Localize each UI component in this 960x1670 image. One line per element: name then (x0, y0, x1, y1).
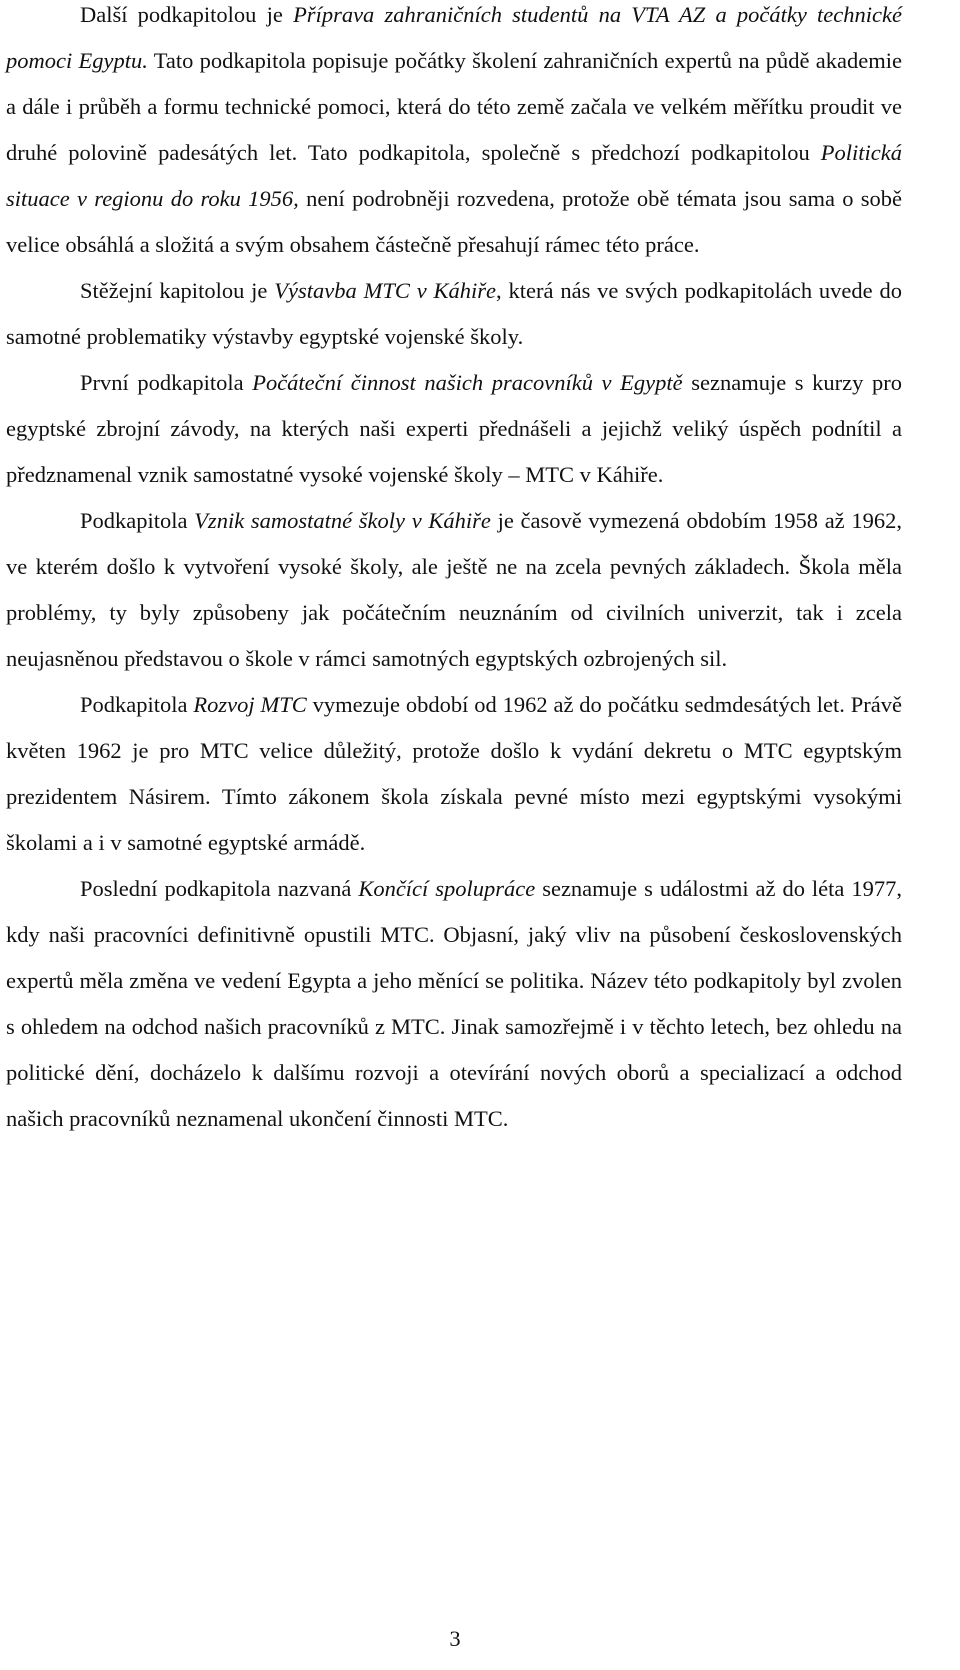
italic-title-run: Příprava zahraničních studentů na VTA AZ a počátky technické pomoci Egyptu. (6, 2, 902, 73)
text-run: je časově vymezená obdobím 1958 až 1962, ve kterém došlo k vytvoření vysoké školy, ale ještě ne na zcela pevných základech. Škola měla problémy, ty byly způsobeny jak počátečním neuznáním od civilních univerzit, tak i zcela neujasněnou představou o škole v rámci samotných egyptských ozbrojených sil. (6, 508, 902, 671)
text-run: Podkapitola (80, 692, 194, 717)
italic-title-run: Rozvoj MTC (193, 692, 307, 717)
text-run: Další podkapitolou je (80, 2, 294, 27)
paragraph (6, 682, 902, 866)
text-run: Tato podkapitola popisuje počátky školení zahraničních expertů na půdě akademie a dále i průběh a formu technické pomoci, která do této země začala ve velkém měřítku proudit ve druhé polovině padesátých let. Tato podkapitola, společně s předchozí podkapitolou (6, 48, 902, 165)
text-run: vymezuje období od 1962 až do počátku sedmdesátých let. Právě květen 1962 je pro MTC velice důležitý, protože došlo k vydání dekretu o MTC egyptským prezidentem Násirem. Tímto zákonem škola získala pevné místo mezi egyptskými vysokými školami a i v samotné egyptské armádě. (6, 692, 902, 855)
document-page (6, 0, 902, 1142)
italic-title-run: Končící spolupráce (358, 876, 536, 901)
page-number: 3 (449, 1626, 461, 1651)
body-text (6, 0, 902, 1142)
text-run: Stěžejní kapitolou je (80, 278, 275, 303)
italic-title-run: Politická situace v regionu do roku 1956, (6, 140, 902, 211)
text-run: seznamuje s kurzy pro egyptské zbrojní závody, na kterých naši experti přednášeli a jejichž veliký úspěch podnítil a předznamenal vznik samostatné vysoké vojenské školy – MTC v Káhiře. (6, 370, 902, 487)
text-run: Poslední podkapitola nazvaná (80, 876, 359, 901)
paragraph (6, 866, 902, 1142)
italic-title-run: Výstavba MTC v Káhiře (274, 278, 497, 303)
paragraph (6, 360, 902, 498)
text-run: seznamuje s událostmi až do léta 1977, kdy naši pracovníci definitivně opustili MTC. Objasní, jaký vliv na působení československých expertů měla změna ve vedení Egypta a jeho měnící se politika. Název této podkapitoly byl zvolen s ohledem na odchod našich pracovníků z MTC. Jinak samozřejmě i v těchto letech, bez ohledu na politické dění, docházelo k dalšímu rozvoji a otevírání nových oborů a specializací a odchod našich pracovníků neznamenal ukončení činnosti MTC. (6, 876, 902, 1131)
italic-title-run: Počáteční činnost našich pracovníků v Egyptě (252, 370, 683, 395)
text-run: , která nás ve svých podkapitolách uvede do samotné problematiky výstavby egyptské vojenské školy. (6, 278, 902, 349)
text-run: není podrobněji rozvedena, protože obě témata jsou sama o sobě velice obsáhlá a složitá a svým obsahem částečně přesahují rámec této práce. (6, 186, 902, 257)
text-run: Podkapitola (80, 508, 195, 533)
italic-title-run: Vznik samostatné školy v Káhiře (194, 508, 491, 533)
paragraph (6, 498, 902, 682)
paragraph (6, 0, 902, 268)
paragraph (6, 268, 902, 360)
text-run: První podkapitola (80, 370, 253, 395)
